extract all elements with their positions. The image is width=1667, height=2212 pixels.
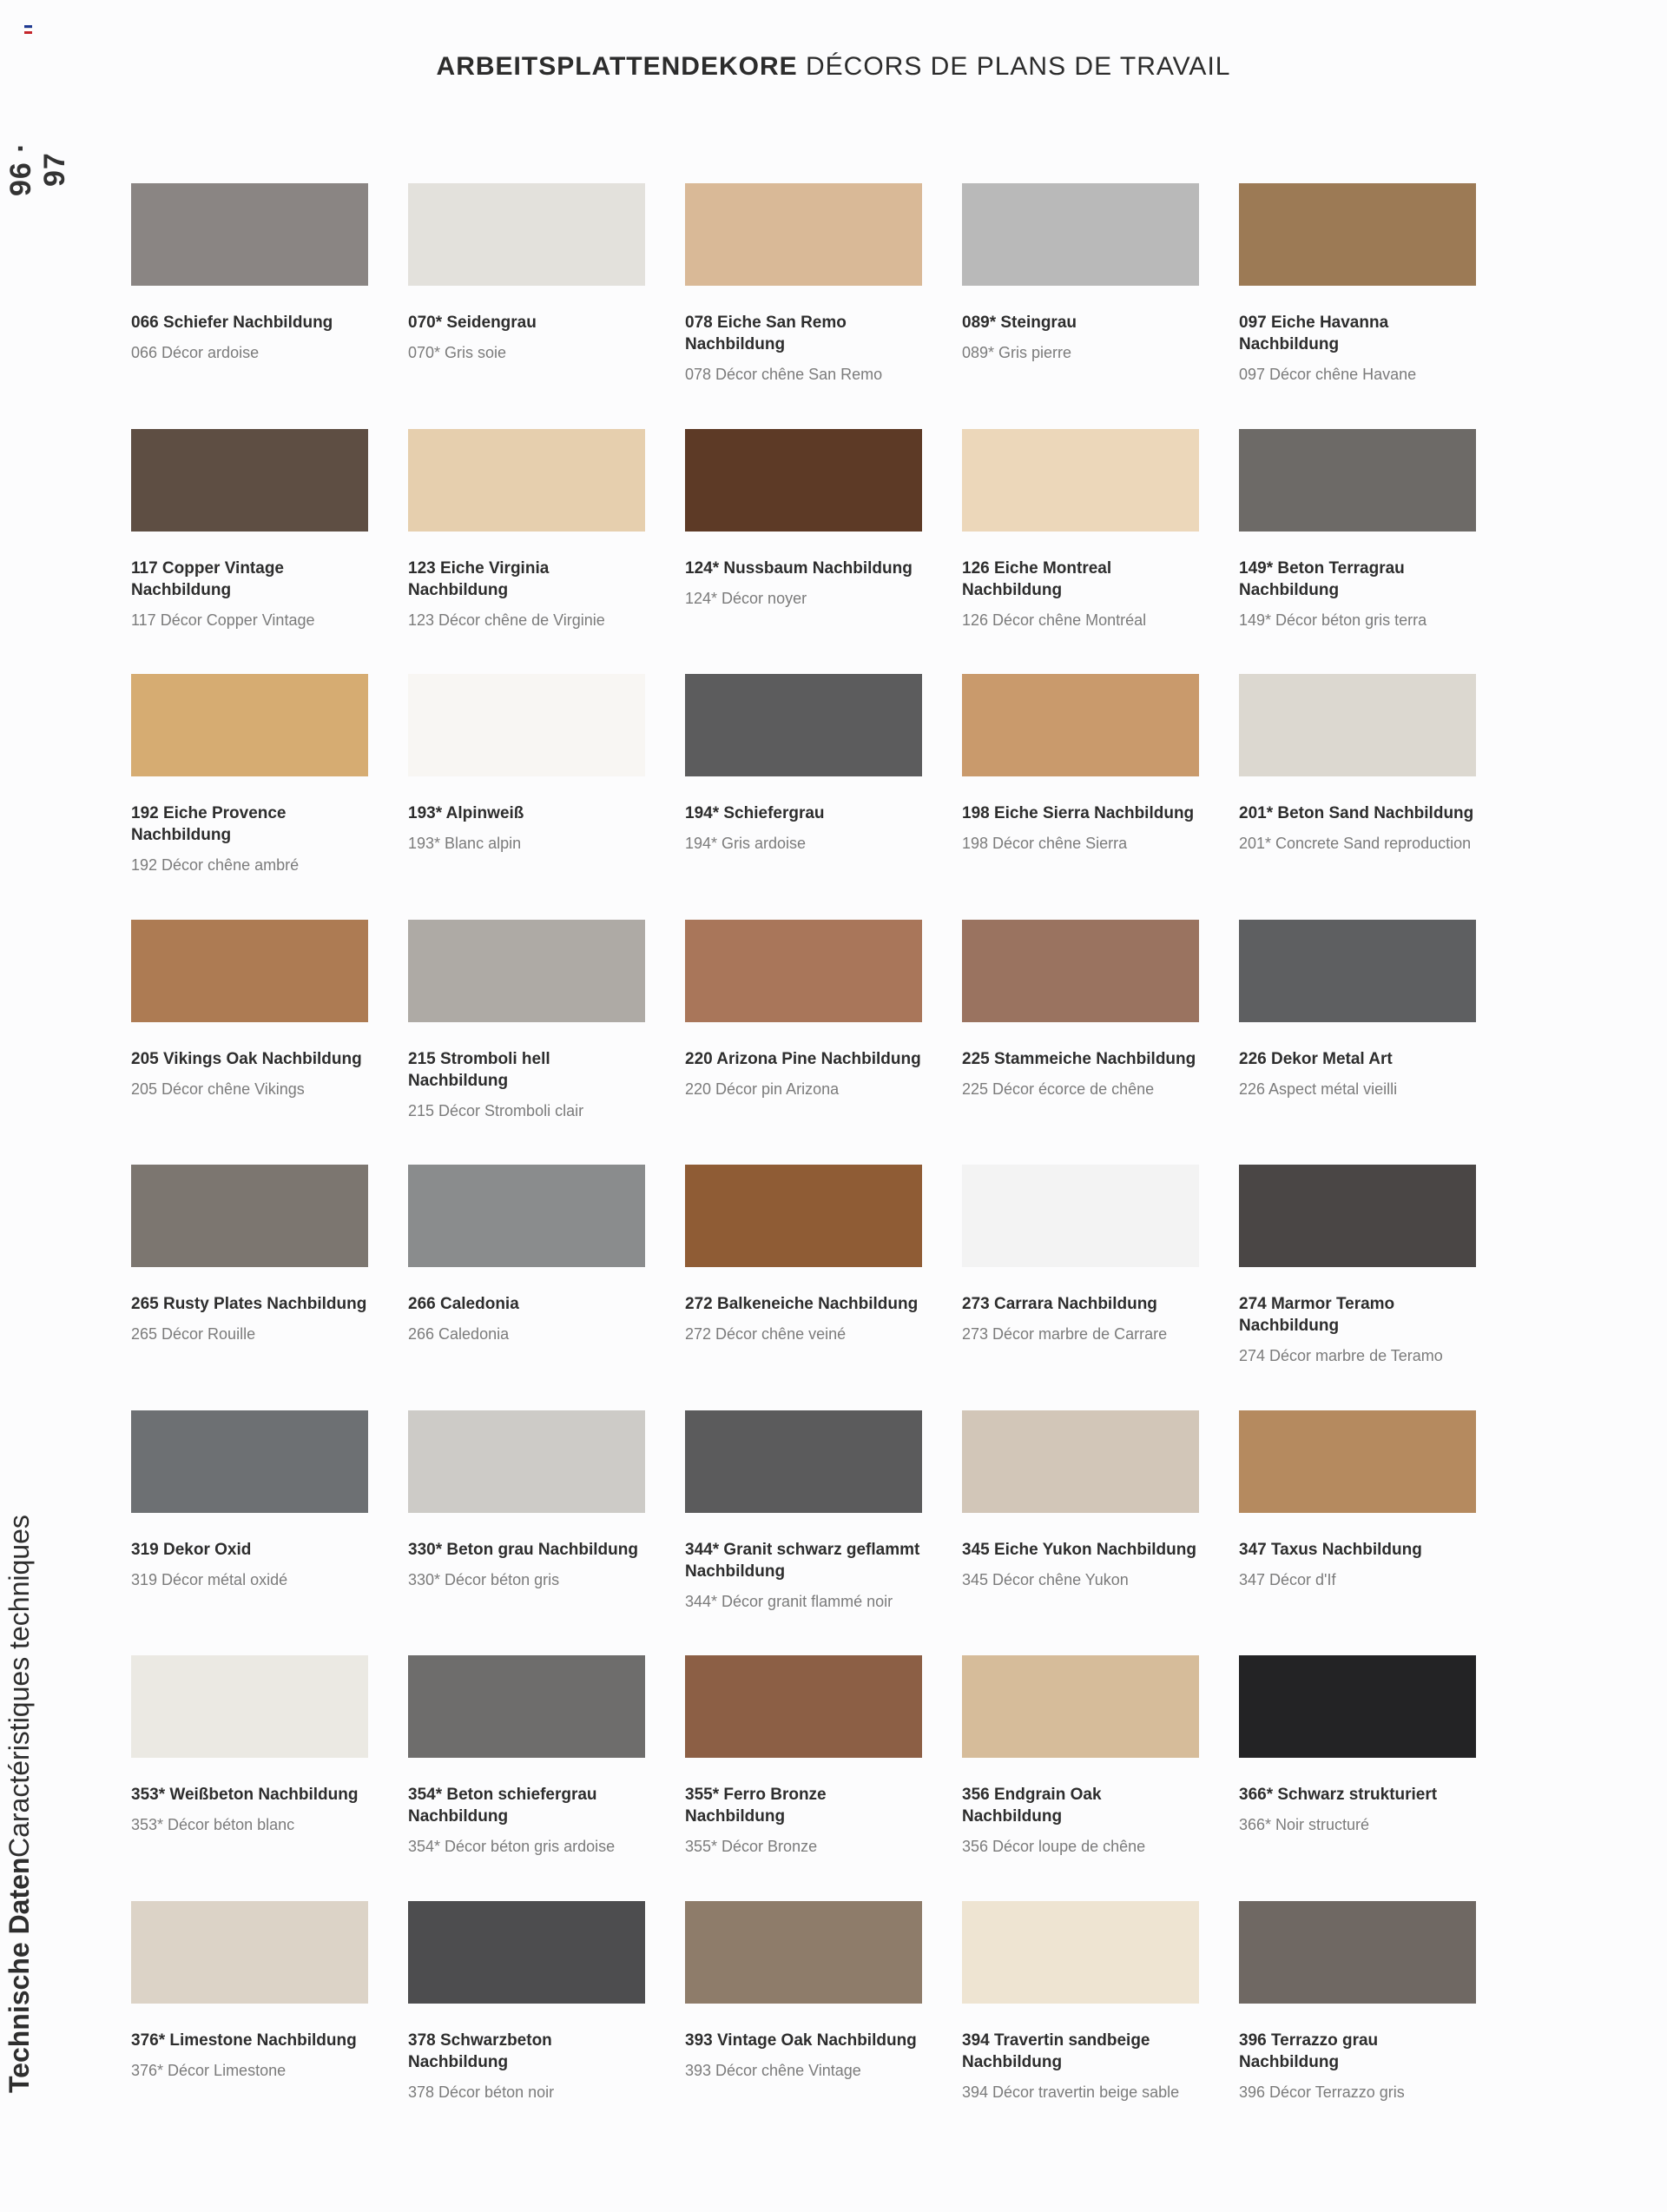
decor-swatch: [131, 1901, 368, 2004]
decor-tile: [962, 920, 1201, 1099]
decor-tile: [131, 183, 370, 363]
decor-name-fr: 354* Décor béton gris ardoise: [408, 1838, 616, 1855]
decor-swatch: [131, 1655, 368, 1758]
decor-name: 274 Marmor Teramo Nachbildung: [1239, 1295, 1395, 1335]
decor-name-fr: 220 Décor pin Arizona: [685, 1080, 840, 1098]
decor-name: 265 Rusty Plates Nachbildung: [131, 1295, 367, 1313]
decor-name-fr: 066 Décor ardoise: [131, 344, 260, 361]
decor-name: 353* Weißbeton Nachbildung: [131, 1786, 359, 1804]
decor-tile: [131, 1655, 370, 1835]
decor-name: 117 Copper Vintage Nachbildung: [131, 559, 284, 599]
decor-name: 201* Beton Sand Nachbildung: [1239, 804, 1474, 822]
decor-name-fr: 225 Décor écorce de chêne: [962, 1080, 1155, 1098]
decor-name: 220 Arizona Pine Nachbildung: [685, 1050, 921, 1068]
decor-name: 149* Beton Terragrau Nachbildung: [1239, 559, 1405, 599]
decor-name-fr: 344* Décor granit flammé noir: [685, 1593, 893, 1610]
decor-tile: [1239, 1901, 1478, 2103]
decor-swatch: [1239, 183, 1476, 286]
decor-swatch: [962, 1901, 1199, 2004]
decor-swatch: [685, 674, 922, 776]
decor-name: 319 Dekor Oxid: [131, 1541, 252, 1559]
decor-name-fr: 393 Décor chêne Vintage: [685, 2062, 861, 2079]
decor-name-fr: 226 Aspect métal vieilli: [1239, 1080, 1398, 1098]
title-fr: DÉCORS DE PLANS DE TRAVAIL: [806, 52, 1231, 81]
decor-name-fr: 347 Décor d'If: [1239, 1571, 1336, 1588]
decor-name-fr: 117 Décor Copper Vintage: [131, 611, 315, 629]
decor-swatch: [1239, 920, 1476, 1022]
decor-swatch: [1239, 1410, 1476, 1513]
decor-tile: [962, 674, 1201, 854]
decor-swatch: [962, 1410, 1199, 1513]
decor-swatch: [685, 920, 922, 1022]
decor-name: 123 Eiche Virginia Nachbildung: [408, 559, 550, 599]
decor-tile: [408, 1901, 647, 2103]
decor-swatch: [1239, 429, 1476, 532]
decor-name-fr: 272 Décor chêne veiné: [685, 1325, 847, 1343]
decor-name-fr: 378 Décor béton noir: [408, 2083, 555, 2101]
decor-swatch: [685, 429, 922, 532]
decor-swatch: [1239, 1901, 1476, 2004]
decor-name-fr: 126 Décor chêne Montréal: [962, 611, 1147, 629]
decor-tile: [685, 920, 924, 1099]
decor-name: 272 Balkeneiche Nachbildung: [685, 1295, 919, 1313]
decor-tile: [1239, 920, 1478, 1099]
decor-name: 089* Steingrau: [962, 314, 1077, 332]
decor-swatch: [685, 1165, 922, 1267]
decor-name: 273 Carrara Nachbildung: [962, 1295, 1157, 1313]
decor-name-fr: 274 Décor marbre de Teramo: [1239, 1347, 1443, 1364]
decor-name: 198 Eiche Sierra Nachbildung: [962, 804, 1195, 822]
decor-tile: [685, 429, 924, 609]
decor-tile: [685, 674, 924, 854]
decor-name-fr: 194* Gris ardoise: [685, 835, 807, 852]
decor-tile: [685, 1901, 924, 2081]
section-label-de: Technische Daten: [3, 1857, 35, 2093]
decor-tile: [1239, 1410, 1478, 1590]
page-number: 96 · 97: [4, 142, 71, 197]
decor-tile: [408, 1655, 647, 1857]
decor-name: 345 Eiche Yukon Nachbildung: [962, 1541, 1196, 1559]
decor-swatch: [962, 183, 1199, 286]
decor-tile: [408, 183, 647, 363]
decor-swatch: [408, 1410, 645, 1513]
decor-name: 124* Nussbaum Nachbildung: [685, 559, 913, 578]
decor-name-fr: 205 Décor chêne Vikings: [131, 1080, 305, 1098]
decor-name: 344* Granit schwarz geflammt Nachbildung: [685, 1541, 920, 1581]
decor-name: 226 Dekor Metal Art: [1239, 1050, 1393, 1068]
decor-swatch: [131, 920, 368, 1022]
decor-tile: [962, 1410, 1201, 1590]
decor-name: 266 Caledonia: [408, 1295, 519, 1313]
decor-tile: [685, 1410, 924, 1612]
decor-swatch: [408, 674, 645, 776]
decor-name: 347 Taxus Nachbildung: [1239, 1541, 1422, 1559]
decor-name: 393 Vintage Oak Nachbildung: [685, 2031, 917, 2050]
decor-name: 205 Vikings Oak Nachbildung: [131, 1050, 362, 1068]
decor-swatch: [131, 183, 368, 286]
decor-name-fr: 396 Décor Terrazzo gris: [1239, 2083, 1405, 2101]
decor-name: 376* Limestone Nachbildung: [131, 2031, 357, 2050]
decor-name-fr: 192 Décor chêne ambré: [131, 856, 300, 874]
decor-tile: [685, 1165, 924, 1344]
decor-swatch: [408, 429, 645, 532]
decor-tile: [962, 183, 1201, 363]
decor-name-fr: 265 Décor Rouille: [131, 1325, 256, 1343]
decor-tile: [962, 1655, 1201, 1857]
decor-name-fr: 215 Décor Stromboli clair: [408, 1102, 584, 1119]
decor-name: 193* Alpinweiß: [408, 804, 524, 822]
decor-name-fr: 201* Concrete Sand reproduction: [1239, 835, 1472, 852]
decor-swatch: [408, 1655, 645, 1758]
decor-tile: [131, 429, 370, 631]
decor-tile: [1239, 674, 1478, 854]
decor-tile: [1239, 1655, 1478, 1835]
decor-name-fr: 070* Gris soie: [408, 344, 507, 361]
decor-name: 066 Schiefer Nachbildung: [131, 314, 333, 332]
decor-name-fr: 353* Décor béton blanc: [131, 1816, 295, 1833]
decor-name: 356 Endgrain Oak Nachbildung: [962, 1786, 1102, 1826]
decor-name-fr: 266 Caledonia: [408, 1325, 510, 1343]
decor-name: 192 Eiche Provence Nachbildung: [131, 804, 287, 844]
decor-name: 078 Eiche San Remo Nachbildung: [685, 314, 847, 353]
decor-name: 330* Beton grau Nachbildung: [408, 1541, 638, 1559]
flag-icon: [24, 25, 32, 34]
decor-tile: [1239, 1165, 1478, 1366]
decor-name: 215 Stromboli hell Nachbildung: [408, 1050, 550, 1090]
decor-swatch: [131, 1165, 368, 1267]
decor-swatch: [131, 429, 368, 532]
decor-swatch: [131, 674, 368, 776]
decor-name: 354* Beton schiefergrau Nachbildung: [408, 1786, 597, 1826]
decor-tile: [1239, 183, 1478, 385]
decor-swatch: [962, 920, 1199, 1022]
decor-tile: [131, 920, 370, 1099]
decor-name-fr: 097 Décor chêne Havane: [1239, 366, 1417, 383]
decor-name-fr: 355* Décor Bronze: [685, 1838, 818, 1855]
page-title: [0, 52, 1667, 82]
decor-tile: [685, 183, 924, 385]
decor-swatch: [962, 429, 1199, 532]
title-de: ARBEITSPLATTENDEKORE: [436, 52, 798, 81]
decor-tile: [962, 429, 1201, 631]
decor-name-fr: 319 Décor métal oxidé: [131, 1571, 288, 1588]
decor-swatch: [1239, 1165, 1476, 1267]
decor-name-fr: 078 Décor chêne San Remo: [685, 366, 883, 383]
decor-name-fr: 330* Décor béton gris: [408, 1571, 560, 1588]
decor-swatch: [1239, 1655, 1476, 1758]
decor-swatch: [685, 1655, 922, 1758]
decor-name-fr: 356 Décor loupe de chêne: [962, 1838, 1146, 1855]
decor-name: 194* Schiefergrau: [685, 804, 825, 822]
decor-tile: [131, 1901, 370, 2081]
decor-name-fr: 193* Blanc alpin: [408, 835, 522, 852]
decor-name-fr: 149* Décor béton gris terra: [1239, 611, 1427, 629]
decor-name-fr: 198 Décor chêne Sierra: [962, 835, 1128, 852]
decor-tile: [408, 1410, 647, 1590]
decor-name: 394 Travertin sandbeige Nachbildung: [962, 2031, 1150, 2071]
decor-swatch: [962, 674, 1199, 776]
decor-name: 070* Seidengrau: [408, 314, 537, 332]
decor-swatch: [685, 1410, 922, 1513]
decor-tile: [408, 920, 647, 1121]
decor-name-fr: 273 Décor marbre de Carrare: [962, 1325, 1168, 1343]
decor-name-fr: 123 Décor chêne de Virginie: [408, 611, 605, 629]
decor-tile: [131, 1165, 370, 1344]
decor-name-fr: 394 Décor travertin beige sable: [962, 2083, 1180, 2101]
decor-swatch: [408, 1165, 645, 1267]
decor-name: 097 Eiche Havanna Nachbildung: [1239, 314, 1389, 353]
decor-swatch: [685, 183, 922, 286]
decor-name: 225 Stammeiche Nachbildung: [962, 1050, 1196, 1068]
decor-swatch: [685, 1901, 922, 2004]
decor-tile: [962, 1165, 1201, 1344]
decor-name: 366* Schwarz strukturiert: [1239, 1786, 1438, 1804]
decor-tile: [131, 1410, 370, 1590]
decor-swatch: [408, 920, 645, 1022]
decor-name: 378 Schwarzbeton Nachbildung: [408, 2031, 552, 2071]
section-label-fr: Caractéristiques techniques: [3, 1514, 35, 1858]
decor-name-fr: 089* Gris pierre: [962, 344, 1072, 361]
decor-swatch: [1239, 674, 1476, 776]
decor-swatch: [131, 1410, 368, 1513]
decor-tile: [131, 674, 370, 875]
decor-swatch: [408, 183, 645, 286]
decor-tile: [685, 1655, 924, 1857]
section-label: [3, 1476, 42, 2093]
decor-name-fr: 366* Noir structuré: [1239, 1816, 1370, 1833]
decor-name: 355* Ferro Bronze Nachbildung: [685, 1786, 827, 1826]
decor-swatch: [408, 1901, 645, 2004]
decor-name: 126 Eiche Montreal Nachbildung: [962, 559, 1112, 599]
decor-name: 396 Terrazzo grau Nachbildung: [1239, 2031, 1379, 2071]
decor-tile: [408, 429, 647, 631]
decor-tile: [962, 1901, 1201, 2103]
decor-swatch: [962, 1655, 1199, 1758]
decor-name-fr: 376* Décor Limestone: [131, 2062, 287, 2079]
decor-name-fr: 345 Décor chêne Yukon: [962, 1571, 1129, 1588]
decor-tile: [408, 1165, 647, 1344]
decor-tile: [408, 674, 647, 854]
decor-tile: [1239, 429, 1478, 631]
decor-name-fr: 124* Décor noyer: [685, 590, 807, 607]
decor-swatch: [962, 1165, 1199, 1267]
